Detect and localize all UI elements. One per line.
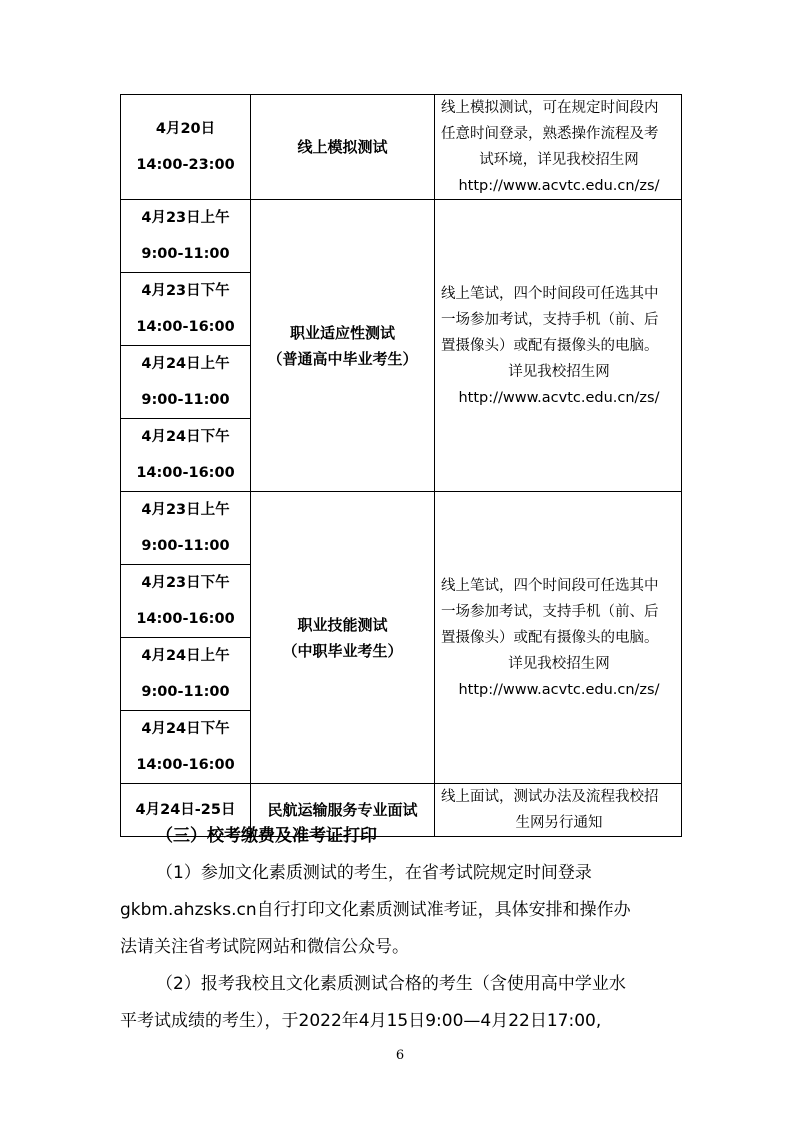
table-row xyxy=(121,200,682,273)
note-cell: 线上面试，测试办法及流程我校招 生网另行通知 xyxy=(435,784,682,837)
table-row xyxy=(121,95,682,200)
item-cell: 职业技能测试 （中职毕业考生） xyxy=(251,492,435,784)
item-cell: 线上模拟测试 xyxy=(251,95,435,200)
time-cell: 4月24日上午 9:00-11:00 xyxy=(121,346,251,419)
time-cell: 4月24日上午 9:00-11:00 xyxy=(121,638,251,711)
time-cell: 4月24日-25日 xyxy=(121,784,251,837)
paragraph-1: （1）参加文化素质测试的考生，在省考试院规定时间登录 gkbm.ahzsks.cn自行打印文化素质测试准考证，具体安排和操作办 法请关注省考试院网站和微信公众号。 xyxy=(120,863,631,957)
note-cell: 线上笔试，四个时间段可任选其中 一场参加考试，支持手机（前、后 置摄像头）或配有摄像头的电脑。 详见我校招生网 http://www.acvtc.edu.cn/zs/ xyxy=(435,492,682,784)
section-heading: （三）校考缴费及准考证打印 xyxy=(156,826,377,846)
time-cell: 4月23日下午 14:00-16:00 xyxy=(121,273,251,346)
note-cell: 线上笔试，四个时间段可任选其中 一场参加考试，支持手机（前、后 置摄像头）或配有摄像头的电脑。 详见我校招生网 http://www.acvtc.edu.cn/zs/ xyxy=(435,200,682,492)
table-row xyxy=(121,492,682,565)
page-number: 6 xyxy=(395,1048,405,1063)
time-cell: 4月23日下午 14:00-16:00 xyxy=(121,565,251,638)
time-cell: 4月23日上午 9:00-11:00 xyxy=(121,200,251,273)
item-cell: 民航运输服务专业面试 xyxy=(251,784,435,837)
schedule-table xyxy=(120,94,682,837)
time-cell: 4月24日下午 14:00-16:00 xyxy=(121,711,251,784)
time-cell: 4月23日上午 9:00-11:00 xyxy=(121,492,251,565)
item-cell: 职业适应性测试 （普通高中毕业考生） xyxy=(251,200,435,492)
note-cell: 线上模拟测试，可在规定时间段内 任意时间登录，熟悉操作流程及考 试环境，详见我校招生网 http://www.acvtc.edu.cn/zs/ xyxy=(435,95,682,200)
time-cell: 4月20日 14:00-23:00 xyxy=(121,95,251,200)
time-cell: 4月24日下午 14:00-16:00 xyxy=(121,419,251,492)
paragraph-2: （2）报考我校且文化素质测试合格的考生（含使用高中学业水 平考试成绩的考生），于2022年4月15日9:00—4月22日17:00, xyxy=(120,974,626,1031)
